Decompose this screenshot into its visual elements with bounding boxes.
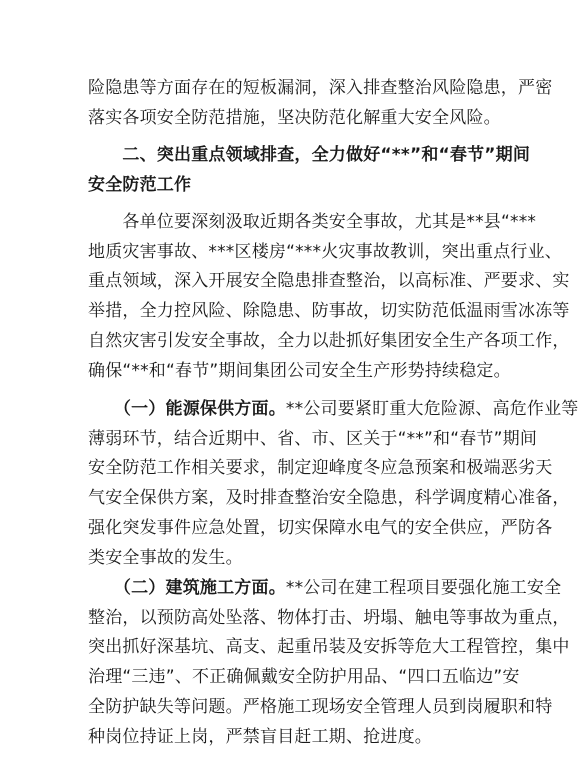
text-line: 治理“三违”、不正确佩戴安全防护用品、“四口五临边”安	[88, 667, 520, 688]
text-line: 整治，以预防高处坠落、物体打击、坍塌、触电等事故为重点，	[88, 607, 570, 628]
construction-lead: （二）建筑施工方面。	[122, 578, 286, 598]
text-line: 气安全保供方案，及时排查整治安全隐患，科学调度精心准备，	[88, 488, 570, 509]
text-line: 各单位要深刻汲取近期各类安全事故，尤其是**县“***	[88, 212, 537, 232]
heading-line: 安全防范工作	[88, 174, 192, 195]
text-line: 类安全事故的发生。	[88, 547, 243, 568]
text-line: 举措，全力控风险、除隐患、防事故，切实防范低温雨雪冰冻等	[88, 301, 570, 322]
text-line: 重点领域，深入开展安全隐患排查整治，以高标准、严要求、实	[88, 271, 570, 292]
text-line: 地质灾害事故、***区楼房“***火灾事故教训，突出重点行业、	[88, 241, 563, 262]
text-line: 险隐患等方面存在的短板漏洞，深入排查整治风险隐患，严密	[88, 78, 553, 98]
section-body-paragraph	[88, 208, 570, 386]
text-line: 全防护缺失等问题。严格施工现场安全管理人员到岗履职和特	[88, 696, 553, 717]
intro-paragraph	[88, 74, 553, 133]
text-line: 强化突发事件应急处置，切实保障水电气的安全供应，严防各	[88, 517, 553, 538]
heading-line: 二、突出重点领域排查，全力做好“**”和“春节”期间	[88, 145, 531, 165]
text-line: 确保“**和“春节”期间集团公司安全生产形势持续稳定。	[88, 360, 511, 381]
text-line: 落实各项安全防范措施，坚决防范化解重大安全风险。	[88, 107, 501, 128]
text-line: 种岗位持证上岗，严禁盲目赶工期、抢进度。	[88, 726, 432, 747]
text-line: 自然灾害引发安全事故，全力以赴抓好集团安全生产各项工作，	[88, 330, 570, 351]
construction-paragraph	[88, 574, 570, 752]
energy-lead: （一）能源保供方面。	[122, 399, 286, 419]
text-line: 薄弱环节，结合近期中、省、市、区关于“**”和“春节”期间	[88, 428, 538, 449]
energy-first-line: **公司要紧盯重大危险源、高危作业等	[285, 399, 579, 419]
text-line: 安全防范工作相关要求，制定迎峰度冬应急预案和极端恶劣天	[88, 458, 553, 479]
text-line	[88, 574, 562, 604]
energy-supply-paragraph	[88, 395, 579, 573]
section-heading	[88, 141, 531, 200]
text-line: 突出抓好深基坑、高支、起重吊装及安拆等危大工程管控，集中	[88, 637, 570, 658]
text-line	[88, 395, 579, 425]
construction-first-line: **公司在建工程项目要强化施工安全	[285, 578, 562, 598]
